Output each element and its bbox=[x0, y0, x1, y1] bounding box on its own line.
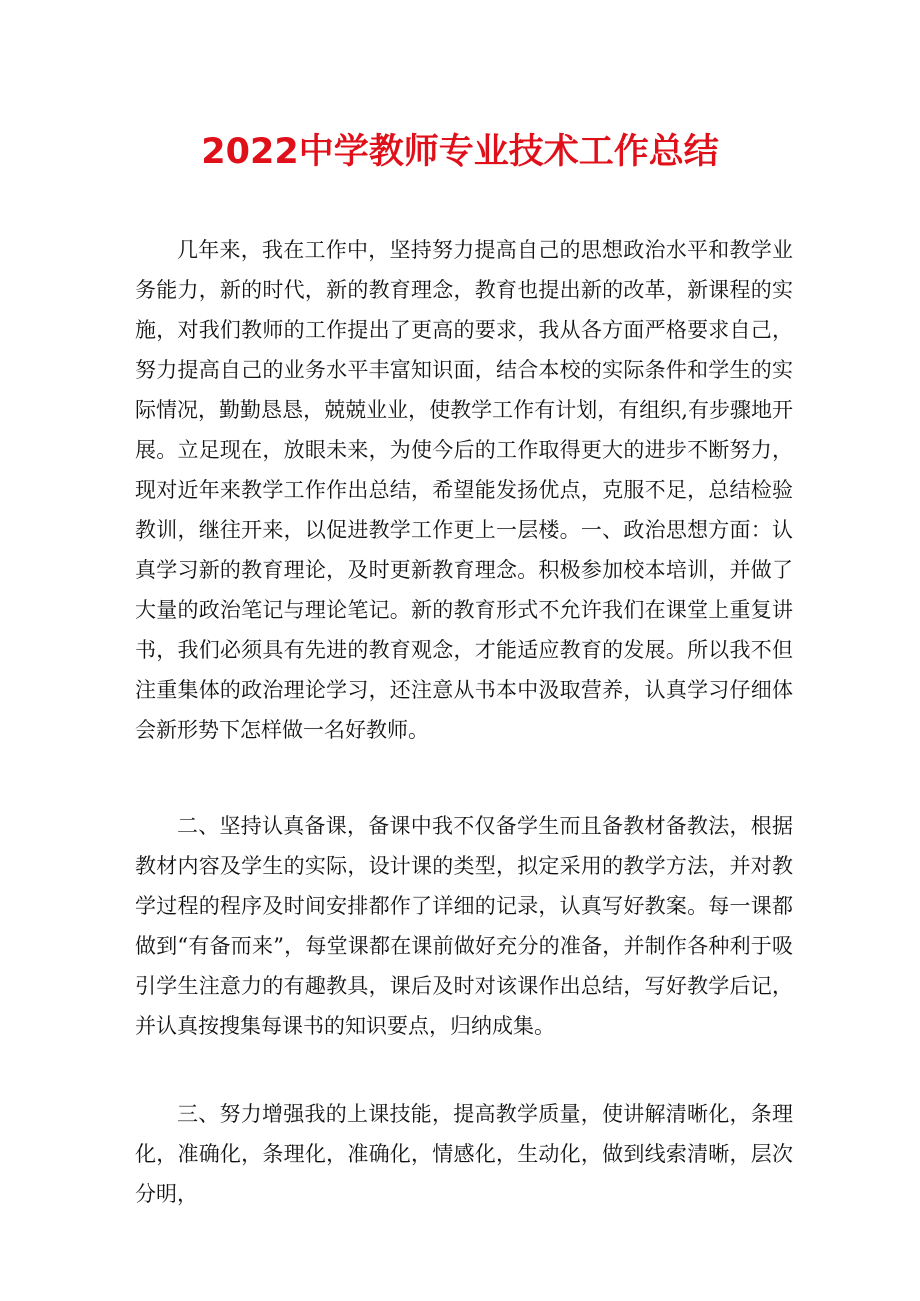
paragraph-lesson-preparation: 二、坚持认真备课，备课中我不仅备学生而且备教材备教法，根据教材内容及学生的实际，设计课的类型，拟定采用的教学方法，并对教学过程的程序及时间安排都作了详细的记录，认真写好教案。每一课都做到“有备而来”，每堂课都在课前做好充分的准备，并制作各种利于吸引学生注意力的有趣教具，课后及时对该课作出总结，写好教学后记，并认真按搜集每课书的知识要点，归纳成集。 bbox=[135, 814, 793, 1038]
document-title: 2022中学教师专业技术工作总结 bbox=[201, 132, 719, 172]
paragraph-teaching-skills: 三、努力增强我的上课技能，提高教学质量，使讲解清晰化，条理化，准确化，条理化，准确化，情感化，生动化，做到线索清晰，层次分明， bbox=[135, 1102, 793, 1206]
paragraph-intro-politics: 几年来，我在工作中，坚持努力提高自己的思想政治水平和教学业务能力，新的时代，新的教育理念，教育也提出新的改革，新课程的实施，对我们教师的工作提出了更高的要求，我从各方面严格要求自己，努力提高自己的业务水平丰富知识面，结合本校的实际条件和学生的实际情况，勤勤恳恳，兢兢业业，使教学工作有计划，有组织,有步骤地开展。立足现在，放眼未来，为使今后的工作取得更大的进步不断努力，现对近年来教学工作作出总结，希望能发扬优点，克服不足，总结检验教训，继往开来，以促进教学工作更上一层楼。一、政治思想方面：认真学习新的教育理论，及时更新教育理念。积极参加校本培训，并做了大量的政治笔记与理论笔记。新的教育形式不允许我们在课堂上重复讲书，我们必须具有先进的教育观念，才能适应教育的发展。所以我不但注重集体的政治理论学习，还注意从书本中汲取营养，认真学习仔细体会新形势下怎样做一名好教师。 bbox=[135, 238, 793, 742]
